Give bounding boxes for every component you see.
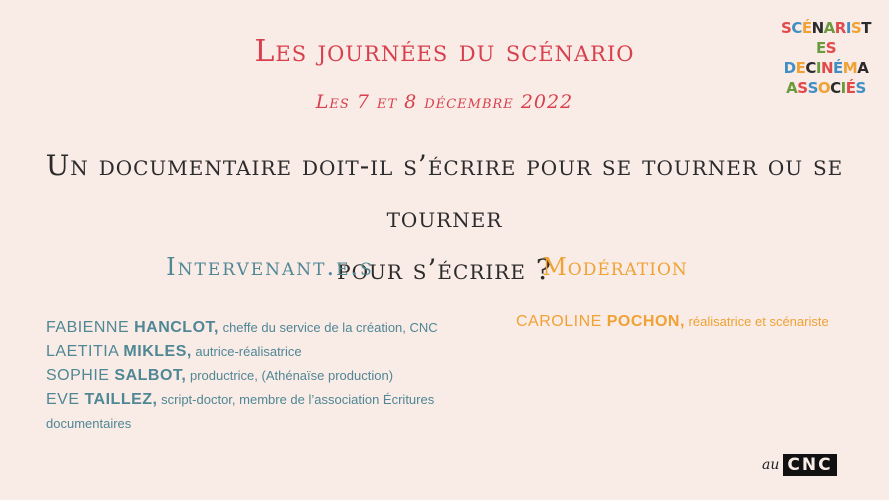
logo-letter: R: [834, 19, 846, 37]
logo-letter: O: [817, 79, 831, 97]
logo-letter: É: [801, 19, 812, 37]
cnc-partner-logo: [762, 453, 837, 477]
speaker-item: [46, 340, 486, 364]
speaker-first-name: LAETITIA: [46, 343, 124, 360]
speaker-item: [46, 364, 486, 388]
cnc-logo: CNC: [783, 454, 836, 476]
speaker-item: [46, 388, 486, 436]
speaker-last-name: HANCLOT,: [134, 319, 219, 336]
logo-letter: A: [857, 59, 869, 77]
logo-letter: I: [845, 19, 851, 37]
logo-letter: I: [815, 59, 821, 77]
speaker-last-name: SALBOT,: [114, 367, 187, 384]
logo-letter: C: [805, 59, 816, 77]
speaker-role: productrice, (Athénaïse production): [186, 368, 394, 383]
talk-title-line: pour s’écrire ?: [337, 253, 552, 286]
speaker-item: [46, 316, 486, 340]
moderator-role: réalisatrice et scénariste: [684, 314, 829, 329]
logo-letter: É: [833, 59, 843, 77]
logo-letter: A: [786, 79, 798, 97]
speaker-first-name: SOPHIE: [46, 367, 115, 384]
logo-letter: E: [795, 59, 806, 77]
logo-letter: N: [811, 19, 824, 37]
speaker-first-name: EVE: [46, 391, 85, 408]
speaker-last-name: TAILLEZ,: [84, 391, 158, 408]
logo-letter: C: [830, 79, 841, 97]
speaker-last-name: MIKLES,: [123, 343, 192, 360]
speaker-role: cheffe du service de la création, CNC: [218, 320, 438, 335]
event-dates: Les 7 et 8 décembre 2022: [315, 91, 574, 113]
logo-letter: S: [855, 79, 866, 97]
logo-letter: D: [783, 59, 796, 77]
logo-letter: S: [797, 79, 808, 97]
speakers-list: [46, 316, 486, 436]
moderator: [516, 311, 856, 333]
logo-letter: S: [781, 19, 792, 37]
logo-letter: É: [845, 79, 856, 97]
logo-letter: I: [840, 79, 846, 97]
logo-letter: S: [825, 39, 837, 57]
speakers-heading: Intervenant.e.s: [166, 253, 374, 281]
logo-letter: A: [823, 19, 835, 37]
moderator-last-name: POCHON,: [606, 313, 685, 330]
event-title: Les journées du scénario: [254, 34, 635, 69]
speaker-first-name: FABIENNE: [46, 319, 135, 336]
logo-letter: N: [820, 59, 834, 77]
speaker-role: autrice-réalisatrice: [191, 344, 302, 359]
moderation-heading: Modération: [542, 253, 688, 281]
logo-letter: M: [842, 59, 858, 77]
logo-letter: T: [861, 19, 871, 37]
logo-letter: C: [791, 19, 802, 37]
moderator-first-name: CAROLINE: [516, 313, 607, 330]
speaker-role: script-doctor, membre de l’association Écritures documentaires: [46, 392, 435, 431]
talk-title-line: Un documentaire doit-il s’écrire pour se tourner ou se tourner: [45, 149, 844, 234]
logo-letter: S: [850, 19, 862, 37]
partner-prefix: au: [762, 457, 780, 473]
logo-letter: S: [807, 79, 818, 97]
logo-letter: E: [815, 39, 826, 57]
